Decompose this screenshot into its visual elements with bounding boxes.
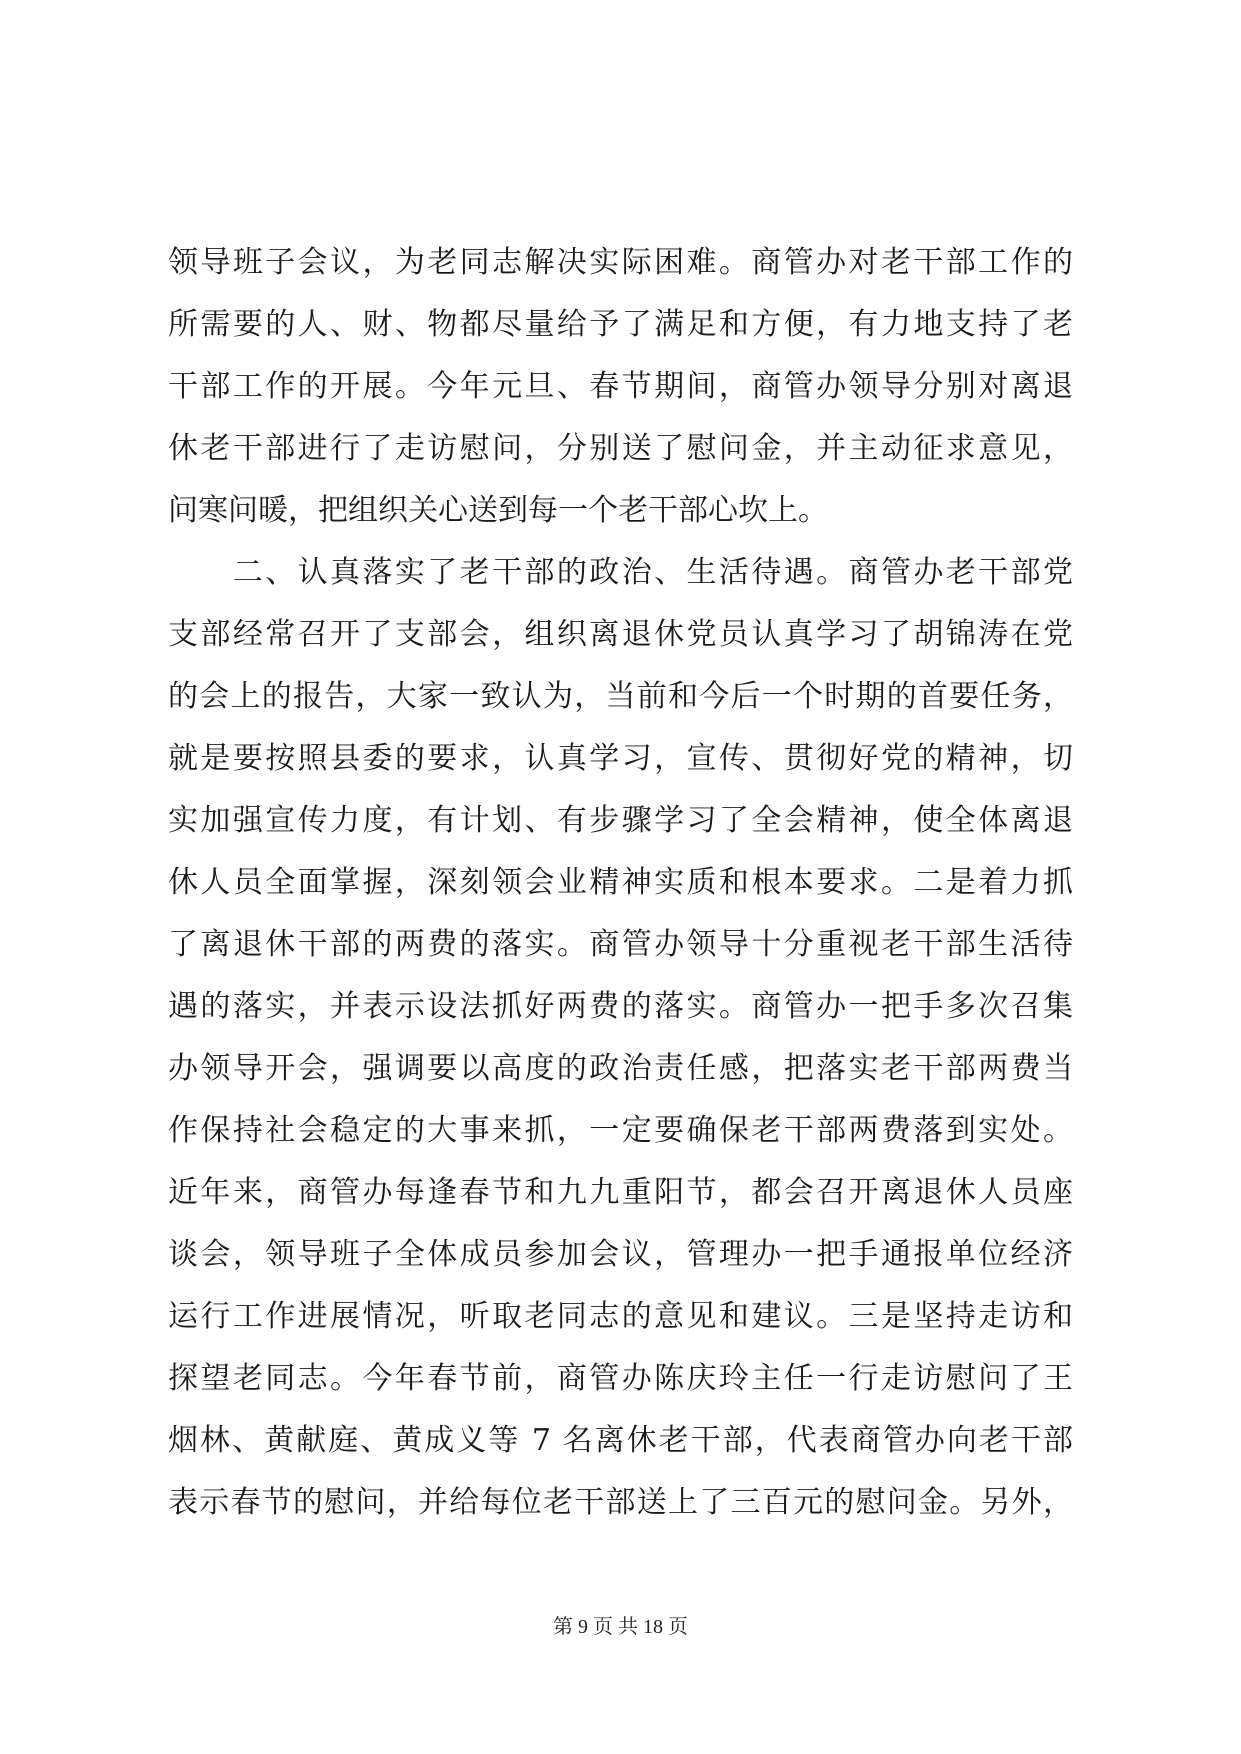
document-body [168,232,1073,1534]
text-line: 了离退休干部的两费的落实。商管办领导十分重视老干部生活待 [168,927,1073,962]
text-line: 问寒问暖，把组织关心送到每一个老干部心坎上。 [168,493,828,528]
text-line: 就是要按照县委的要求，认真学习，宣传、贯彻好党的精神，切 [168,741,1073,776]
text-line: 所需要的人、财、物都尽量给予了满足和方便，有力地支持了老 [168,307,1073,342]
text-line: 运行工作进展情况，听取老同志的意见和建议。三是坚持走访和 [168,1299,1073,1334]
text-line: 支部经常召开了支部会，组织离退休党员认真学习了胡锦涛在党 [168,617,1073,652]
text-line: 二、认真落实了老干部的政治、生活待遇。商管办老干部党 [168,555,1073,590]
text-line: 休老干部进行了走访慰问，分别送了慰问金，并主动征求意见， [168,431,1073,466]
text-line: 探望老同志。今年春节前，商管办陈庆玲主任一行走访慰问了王 [168,1361,1073,1396]
text-line: 办领导开会，强调要以高度的政治责任感，把落实老干部两费当 [168,1051,1073,1086]
text-line: 实加强宣传力度，有计划、有步骤学习了全会精神，使全体离退 [168,803,1073,838]
text-line: 近年来，商管办每逢春节和九九重阳节，都会召开离退休人员座 [168,1175,1073,1210]
text-line: 遇的落实，并表示设法抓好两费的落实。商管办一把手多次召集 [168,989,1073,1024]
text-line: 干部工作的开展。今年元旦、春节期间，商管办领导分别对离退 [168,369,1073,404]
text-line: 烟林、黄献庭、黄成义等 7 名离休老干部，代表商管办向老干部 [168,1423,1073,1458]
text-line: 的会上的报告，大家一致认为，当前和今后一个时期的首要任务， [168,679,1073,714]
text-line: 表示春节的慰问，并给每位老干部送上了三百元的慰问金。另外， [168,1485,1073,1520]
text-line: 领导班子会议，为老同志解决实际困难。商管办对老干部工作的 [168,245,1073,280]
page-number-footer: 第 9 页 共 18 页 [553,1616,688,1638]
text-line: 谈会，领导班子全体成员参加会议，管理办一把手通报单位经济 [168,1237,1073,1272]
text-line: 休人员全面掌握，深刻领会业精神实质和根本要求。二是着力抓 [168,865,1073,900]
text-line: 作保持社会稳定的大事来抓，一定要确保老干部两费落到实处。 [168,1113,1073,1148]
